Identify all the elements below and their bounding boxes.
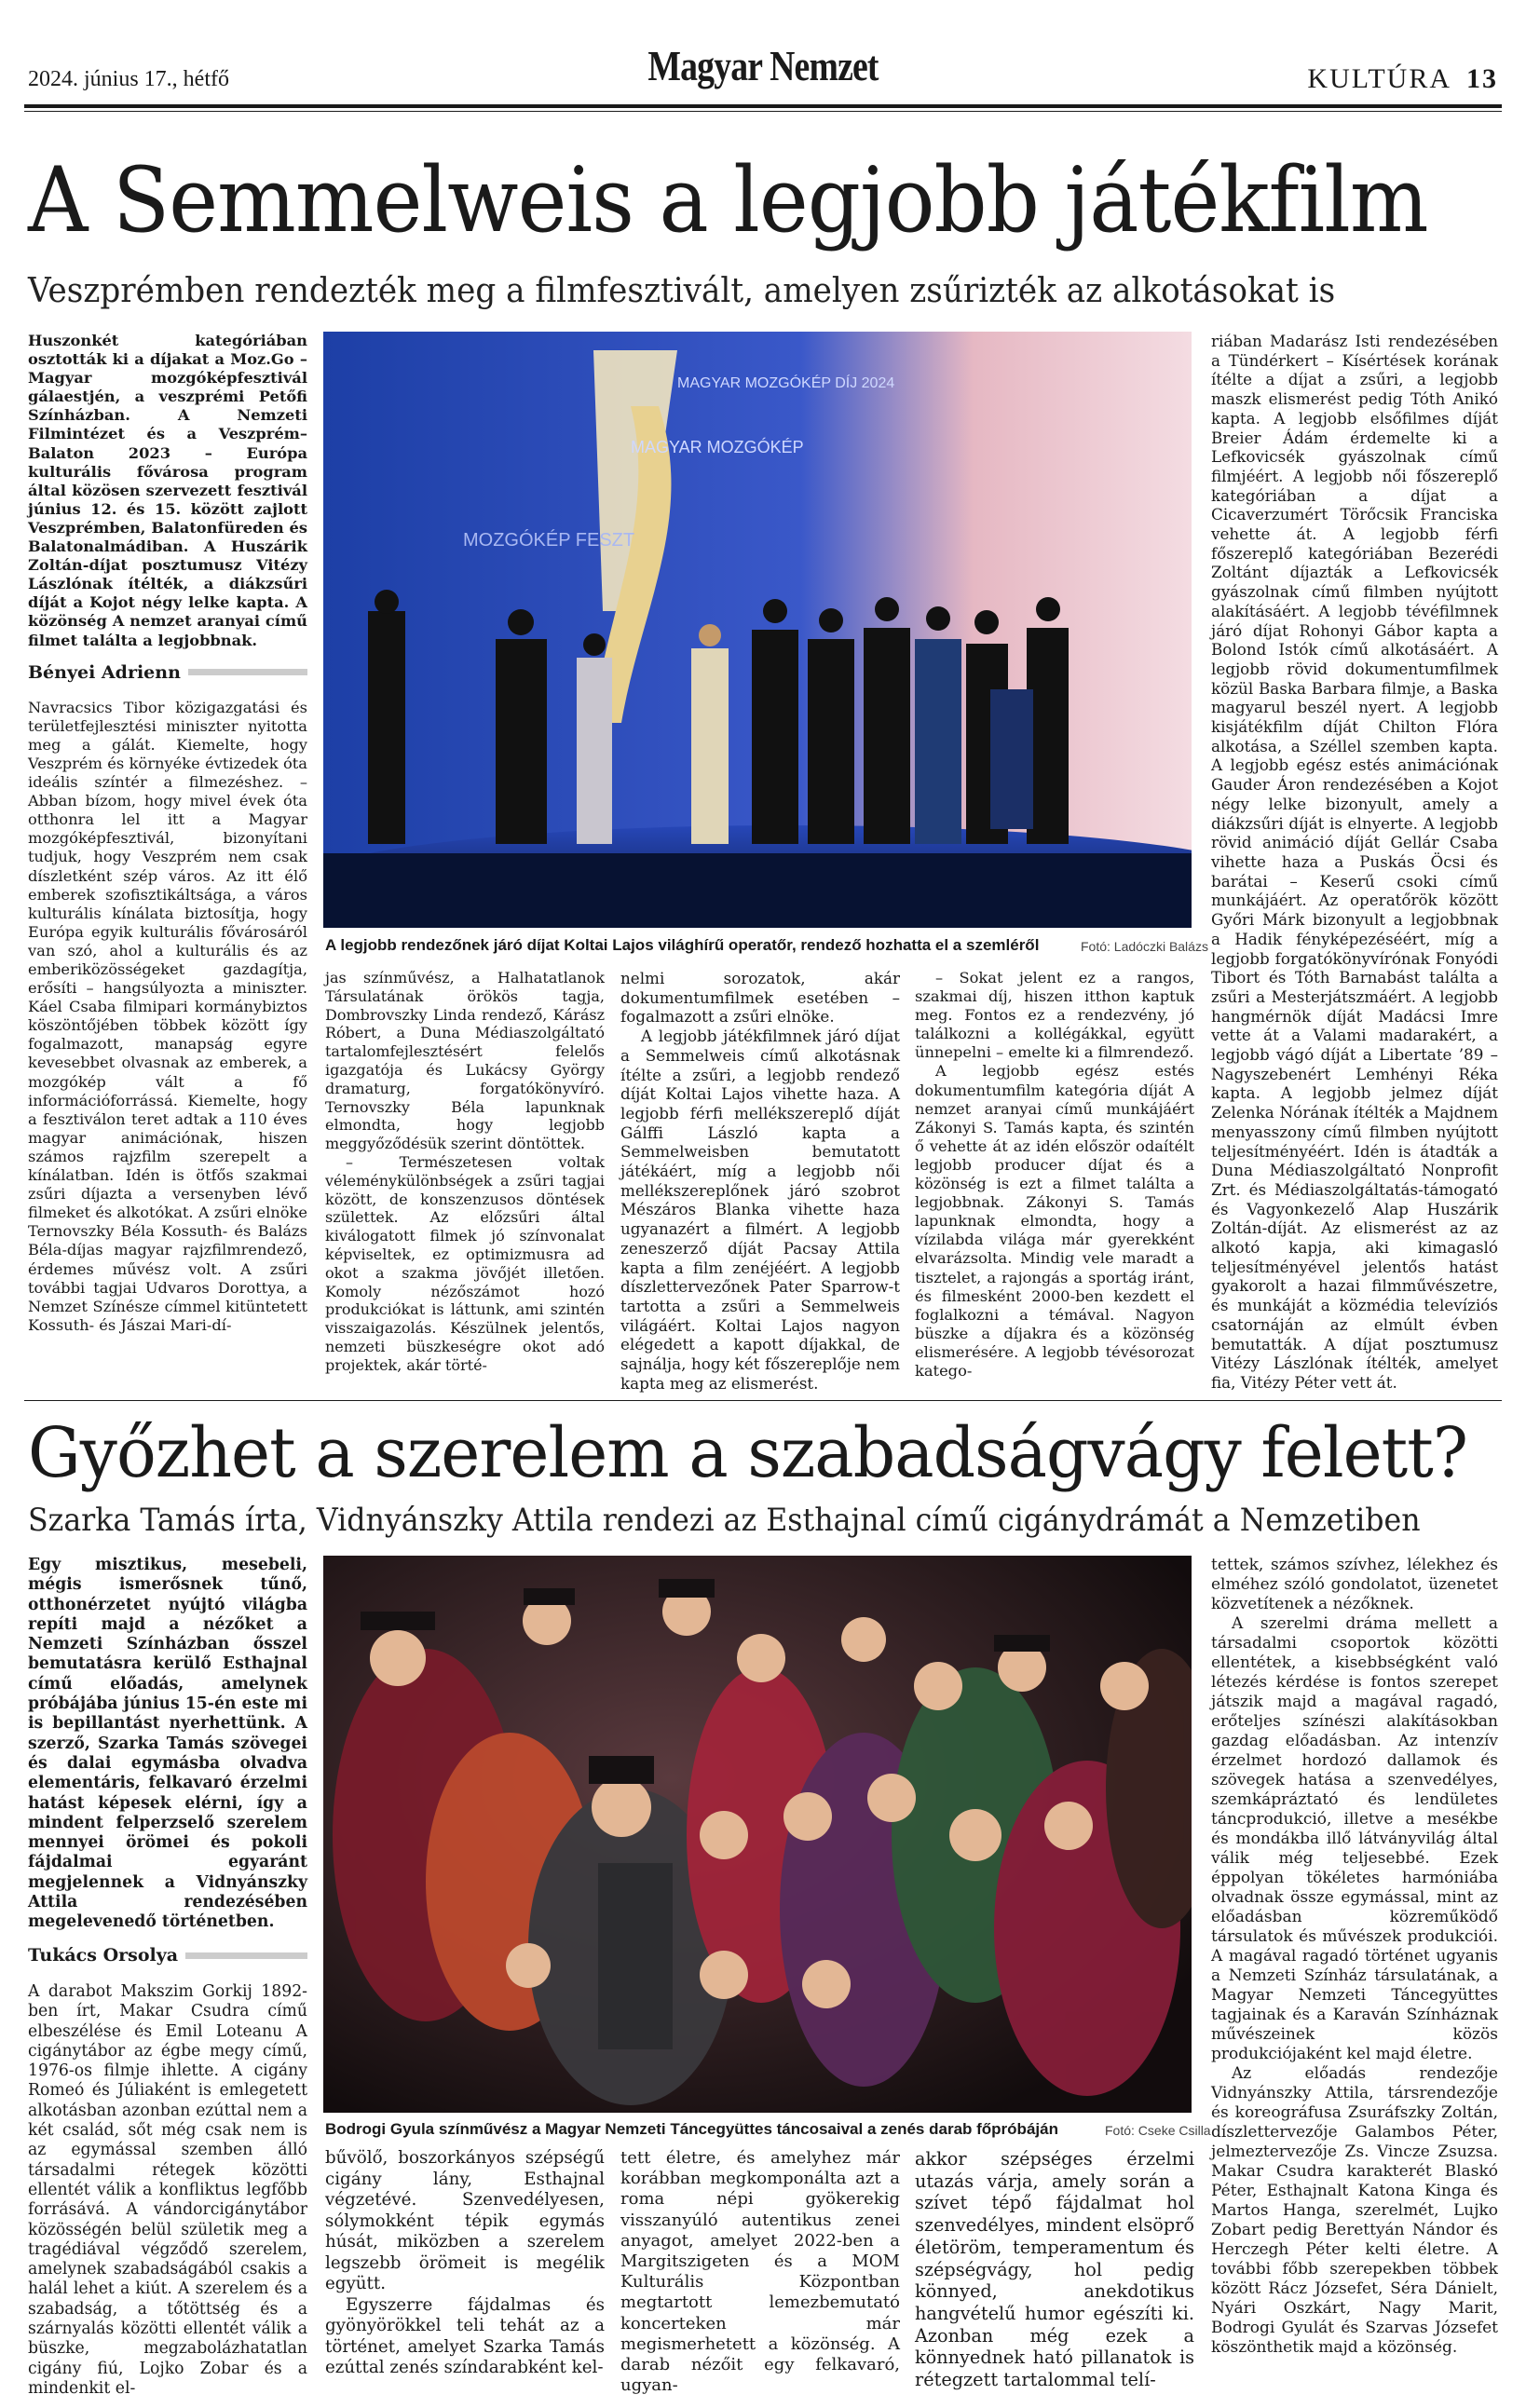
article1-column-4 [915,969,1194,1381]
article1-body: Navracsics Tibor közigazgatási és területfejlesztési miniszter nyitotta meg a gálát. Kiemelte, hogy Veszprém és környéke évtizedek óta ideális színtér a filmezéshez. – Abban bízom, hogy mivel évek óta otthonra lel itt a Magyar mozgóképfesztivál, bizonyítani tudjuk, hogy Veszprém nem csak díszletként szép város. Az itt élő emberek szofisztikáltsága, a város kulturális kínálata biztosítja, hogy Európa egyik kulturális fővárosáról van szó, ahol a kulturális és az emberiközösségeket gazdagítja, erősíti – hangsúlyozta a miniszter. Káel Csaba filmipari kormánybiztos köszöntőjében többek között így fogalmazott, manapság egyre kevesebbet olvasnak az emberek, a mozgókép vált a fő információforrássá. Kiemelte, hogy a fesztiválon teret adtak a 110 éves magyar animációnak, hiszen számos rajzfilm szerepelt a kínálatban. Idén is ötfős szakmai zsűri díjazta a versenyben lévő filmeket és alkotókat. A zsűri elnöke Ternovszky Béla Kossuth- és Balázs Béla-díjas magyar rajzfilmrendező, érdemes művész volt. A zsűri további tagjai Udvaros Dorottya, a Nemzet Színésze címmel kitüntetett Kossuth- és Jászai Mari-dí- [28,698,307,1334]
newspaper-logo: Magyar Nemzet [647,42,879,89]
header-rule [24,104,1502,108]
article1-lead: Huszonkét kategóriában osztották ki a díjakat a Moz.Go – Magyar mozgóképfesztivál gálaestjén, a veszprémi Petőfi Színházban. A Nemzeti Filmintézet és a Veszprém–Balaton 2023 – Európa kulturális fővárosa program által közösen szervezett fesztivál június 12. és 15. között zajlott Veszprémben, Balatonfüreden és Balatonalmádiban. A Huszárik Zoltán-díjat posztumusz Vitézy Lászlónak ítélték, a diákzsűri díját a Kojot négy lelke kapta. A közönség A nemzet aranyai című filmet találta a legjobbnak. [28,332,307,649]
article1-body: – Sokat jelent ez a rangos, szakmai díj, hiszen itthon kaptuk meg. Fontos ez a rendezvény, jó találkozni a kollégákkal, együtt ünnepelni – emelte ki a filmrendező. [915,969,1194,1062]
article1-column-5 [1211,332,1498,1393]
article2-column-5 [1211,1556,1498,2358]
article2-photo [323,1556,1192,2113]
article2-byline [28,1946,307,1966]
article2-column-4 [915,2148,1194,2391]
article2-photo-credit: Fotó: Cseke Csilla [1105,2123,1211,2138]
article1-body: A legjobb játékfilmnek járó díjat a Semmelweis című alkotásnak ítélte a zsűri, a legjobb rendező díját Koltai Lajos vihette haza. A legjobb férfi mellékszereplő díját Gálffi László kapta a Semmelweisben bemutatott játékáért, míg a legjobb női mellékszereplőnek járó szobrot Mészáros Blanka vihette haza ugyanazért a filmért. A legjobb zeneszerző díját Pacsay Attila kapta a film zenéjéért. A legjobb díszlettervezőnek Pater Sparrow-t tartotta a zsűri a Semmelweis világáért. Koltai Lajos nagyon elégedett a kapott díjakkal, de sajnálja, hogy két főszereplője nem kapta meg az elismerést. [620,1027,900,1393]
stage-logo-text: MAGYAR MOZGÓKÉP DÍJ 2024 [677,375,895,391]
article1-body: jas színművész, a Halhatatlanok Társulatának örökös tagja, Dombrovszky Linda rendező, Kárász Róbert, a Duna Médiaszolgáltató tartalomfejlesztésért felelős igazgatója és Lukácsy György dramaturg, forgatókönyvíró. Ternovszky Béla lapunknak elmondta, hogy legjobb meggyőződésük szerint döntöttek. [325,969,605,1153]
article1-body: – Természetesen voltak véleménykülönbségek a zsűri tagjai között, de konszenzusos döntések születtek. Az előzsűri által kiválogatott filmek jó színvonalat képviseltek, ez optimizmusra ad okot a szakma jövőjét illetően. Komoly nézőszámot hozó produkciókat is láttunk, ami szintén visszaigazolás. Készülnek jelentős, nemzeti büszkeségre okot adó projektek, akár törté- [325,1152,605,1374]
article2-body: Egyszerre fájdalmas és gyönyörökkel teli tehát az a történet, amelyet Szarka Tamás ezúttal zenés színdarabként kel- [325,2294,605,2377]
article2-body: tett életre, és amelyhez már korábban megkomponálta azt a roma népi gyökerekig visszanyúló autentikus zenei anyagot, amelyet 2022-ben a Margitszigeten és a MOM Kulturális Központban megtartott lemezbemutató koncerteken már megismerhetett a közönség. A darab nézőit egy felkavaró, ugyan- [620,2148,900,2396]
article2-body: akkor szépséges érzelmi utazás várja, amely során a szívet tépő fájdalmat hol szenvedélyes, mindent elsöprő életöröm, temperamentum és szépségvágy, hol pedig könnyed, anekdotikus hangvételű humor egészíti ki. Azonban még ezek a könnyednek ható pillanatok is rétegzett tartalommal telí- [915,2148,1194,2391]
page-number: 13 [1466,63,1498,94]
article2-column-3 [620,2148,900,2396]
article2-column-2 [325,2148,605,2379]
stage-logo-text: MAGYAR MOZGÓKÉP [631,438,804,456]
article2-body: Az előadás rendezője Vidnyánszky Attila, társrendezője és koreográfusa Zsuráfszky Zoltán, díszlettervezője Galambos Péter, jelmeztervezője Zs. Vincze Zsuzsa. Makar Csudra karakterét Blaskó Péter, Esthajnalt Katona Kinga és Martos Hanga, szerelmét, Lujko Zobart pedig Berettyán Nándor és Herczegh Péter kelti életre. A további főbb szerepekben többek között Rácz Józsefet, Séra Dánielt, Nyári Oszkárt, Nagy Marit, Bodrogi Gyulát és Szarvas Józsefet köszönthetik majd a közönség. [1211,2064,1498,2357]
issue-date: 2024. június 17., hétfő [28,67,229,91]
section-label [1307,63,1498,95]
article1-byline [28,663,307,682]
article1-body: nelmi sorozatok, akár dokumentumfilmek esetében – fogalmazott a zsűri elnöke. [620,969,900,1027]
article1-photo-caption: A legjobb rendezőnek járó díjat Koltai Lajos világhírű operatőr, rendező hozhatta el a szemléről [325,936,1040,954]
header-rule-thin [24,111,1502,112]
article1-photo-credit: Fotó: Ladóczki Balázs [1081,939,1208,954]
award-ceremony-image [323,332,1192,928]
article1-body: riában Madarász Isti rendezésében a Tündérkert – Kísértések korának ítélte a díjat a zsűri, a legjobb maszk elismerést pedig Tóth Anikó kapta. A legjobb elsőfilmes díját Breier Ádám érdemelte ki a Lefkovicsék gyászolnak című filmjéért. A legjobb női főszereplő kategóriában a díjat a Cicaverzumért Törőcsik Franciska vehette át. A legjobb férfi főszereplő kategóriában Bezerédi Zoltánt díjazták a Lefkovicsék gyászolnak című filmben nyújtott alakításáért. A legjobb tévéfilmnek járó díjat Rohonyi Gábor kapta a Bolond Istók című alkotásáért. A legjobb rövid dokumentumfilmek közül Baska Barbara filmje, a Baska magyarul beszél nyert. A legjobb kisjátékfilm díját Chilton Flóra alkotása, a Széllel szemben kapta. A legjobb egész estés animációnak Gauder Áron rendezésében a Kojot négy lelke bizonyult, amely a diákzsűri díját is elnyerte. A legjobb rövid animáció díját Gellár Csaba vihette haza a Puskás Öcsi és barátai – Keserű csoki című munkájáért. Az operatőrök között Győri Márk bizonyult a legjobbnak a Hadik fényképezéséért, míg a legjobb forgatókönyvírónak Fonyódi Tibort és Tóth Barnabást találta a zsűri a Mesterjátszmáért. A legjobb hangmérnök díját Madácsi Imre vette át a Valami madarakért, a legjobb vágó díját a Libertate ’89 – Nagyszebenért Lemhényi Réka kapta. A legjobb jelmez díját Zelenka Nórának ítélték a Majdnem menyasszony című filmben nyújtott teljesítményéért. Idén is átadták a Duna Médiaszolgáltató Nonprofit Zrt. és Médiaszolgáltatás-támogató és Vagyonkezelő Alap Huszárik Zoltán-díját. Az elismerést az az alkotó kapja, aki kimagasló teljesítményével jelentős hatást gyakorolt a hazai filmművészetre, és munkáját a közmédia televíziós csatornáján az elmúlt évben bemutatták. A díjat posztumusz Vitézy Lászlónak ítélték, amelyet fia, Vitézy Péter vett át. [1211,332,1498,1392]
article2-body: tettek, számos szívhez, lélekhez és elméhez szóló gondolatot, üzenetet közvetítenek a nézőknek. [1211,1556,1498,1613]
author-name: Tukács Orsolya [28,1944,179,1966]
article2-headline: Győzhet a szerelem a szabadságvágy felett? [28,1413,1467,1493]
article-divider [24,1400,1502,1401]
byline-bar [185,1952,307,1959]
stage-logo-text: MOZGÓKÉP FESZT [463,530,635,551]
article1-body: A legjobb egész estés dokumentumfilm kategória díját A nemzet aranyai című munkájáért Zákonyi S. Tamás kapta, és szintén ő vehette át az idén először odaítélt legjobb producer díjat és a közönség is ezt a filmet találta a legjobbnak. Zákonyi S. Tamás lapunknak elmondta, hogy a vízilabda világa már gyerekként elvarázsolta. Mindig vele maradt a tisztelet, a rajongás a sportág iránt, és filmesként 2000-ben kezdett el foglalkozni a témával. Nagyon büszke a díjakra és a közönség elismerésére. A legjobb tévésorozat katego- [915,1062,1194,1380]
theatre-rehearsal-image [323,1556,1192,2113]
article1-headline: A Semmelweis a legjobb játékfilm [28,148,1428,252]
article2-body: A darabot Makszim Gorkij 1892-ben írt, Makar Csudra című elbeszélése és Emil Loteanu A cigánytábor az égbe megy című, 1976-os filmje ihlette. A cigány Romeó és Júliaként is emlegetett alkotásban azonban ezúttal nem a két család, sőt még csak nem is az egymással szemben álló társadalmi rétegek közötti ellentét válik a konfliktus legfőbb forrásává. A vándorcigánytábor közösségén belül születik meg a tragédiával végződő szerelem, amelynek szabadságából csakis a halál lehet a kiút. A szerelem és a szabadság, a tőtöttség és a szárnyalás közötti ellentét válik a büszke, megzabolázhatatlan cigány fiú, Lojko Zobar és a mindenkit el- [28,1981,307,2398]
article2-lead: Egy misztikus, mesebeli, mégis ismerősnek tűnő, otthonérzetet nyújtó világba repíti majd a nézőket a Nemzeti Színházban ősszel bemutatásra kerülő Esthajnal című előadás, amelynek próbájába június 15-én este mi is bepillantást nyerhettünk. A szerző, Szarka Tamás szövegei és dalai egymásba olvadva elementáris, felkavaró érzelmi hatást képesek elérni, így a mindent felperzselő szerelem mennyei örömei és pokoli fájdalmai egyaránt megjelennek a Vidnyánszky Attila rendezésében megelevenedő történetben. [28,1556,307,1932]
article2-photo-caption: Bodrogi Gyula színművész a Magyar Nemzeti Táncegyüttes táncosaival a zenés darab főpróbáján [325,2120,1058,2138]
byline-bar [188,669,307,675]
article2-body: bűvölő, boszorkányos szépségű cigány lány, Esthajnal végzetévé. Szenvedélyesen, sólymokként tépik egymás húsát, miközben a szerelem legszebb örömeit is megélik együtt. [325,2148,605,2293]
article2-column-1 [28,1556,307,2399]
article2-body: A szerelmi dráma mellett a társadalmi csoportok közötti ellentétek, a kisebbségként való létezés kérdése is fontos szerepet játszik majd a magával ragadó, erőteljes színészi alakításokban gazdag előadásban. Az intenzív érzelmet hordozó dallamok és szövegek hatása a szenvedélyes, szemkápráztató és lendületes táncprodukció, illetve a mesékbe és mondákba illő látványvilág által válik még teljesebbé. Ezek éppolyan tökéletes harmóniába olvadnak össze egymással, mint az előadásban közreműködő társulatok és művészek produkciói. A magával ragadó történet ugyanis a Nemzeti Színház társulatának, a Magyar Nemzeti Táncegyüttes tagjainak és a Karaván Színháznak művészeinek közös produkciójaként kel majd életre. [1211,1614,1498,2063]
section-name: KULTÚRA [1307,63,1451,94]
article1-column-1 [28,332,307,1335]
article2-subtitle: Szarka Tamás írta, Vidnyánszky Attila rendezi az Esthajnal című cigánydrámát a Nemzetiben [28,1502,1421,1539]
article1-photo [323,332,1192,928]
article1-subtitle: Veszprémben rendezték meg a filmfesztivált, amelyen zsűrizték az alkotásokat is [28,272,1336,310]
article1-column-3 [620,969,900,1393]
author-name: Bényei Adrienn [28,661,181,683]
article1-column-2 [325,969,605,1375]
